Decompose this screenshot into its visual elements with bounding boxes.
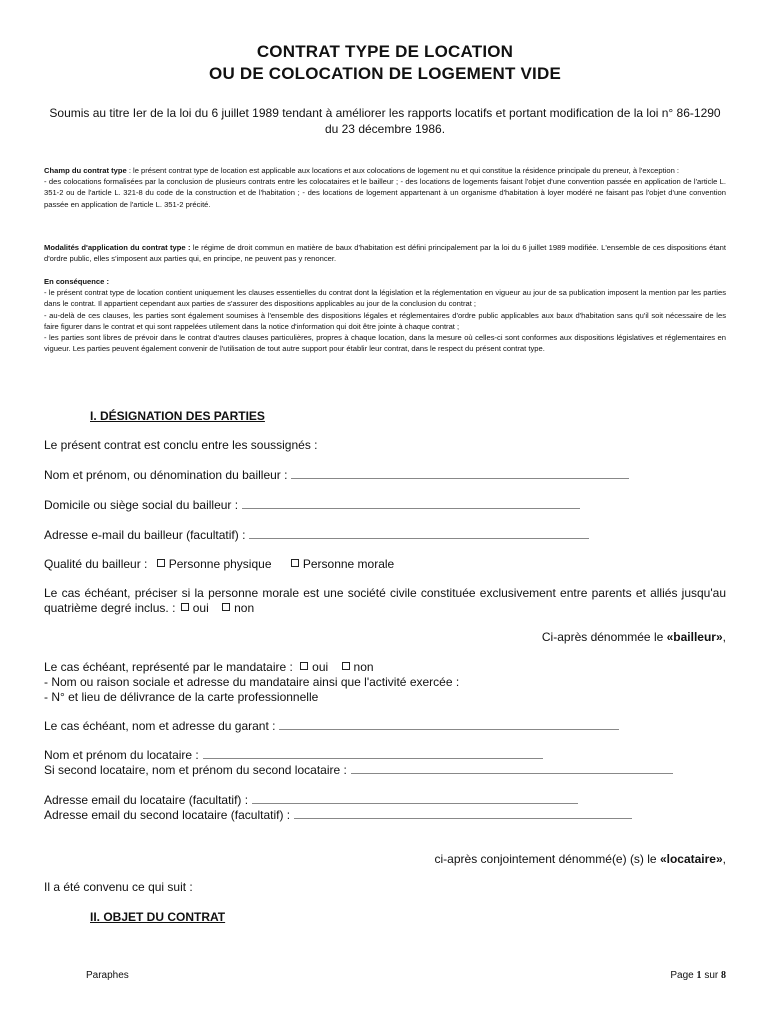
consequence-paragraph <box>44 276 726 354</box>
mandataire-row <box>44 660 374 675</box>
second-locataire-row <box>44 763 673 778</box>
domicile-bailleur-label: Domicile ou siège social du bailleur : <box>44 498 239 512</box>
checkbox-personne-physique[interactable] <box>157 559 165 567</box>
domicile-bailleur-row <box>44 498 580 513</box>
section-heading-objet: II. OBJET DU CONTRAT <box>90 910 226 924</box>
cas-sci-text: Le cas échéant, préciser si la personne morale est une société civile constituée exclusivement entre parents et alliés jusqu'au quatrième degré inclus. : <box>44 586 726 615</box>
consequence-item-3: - les parties sont libres de prévoir dans le contrat d'autres clauses particulières, propres à chaque location, dans la mesure où celles-ci sont conformes aux dispositions législatives et réglementaires en vigueur. Les parties peuvent également convenir de l'utilisation de tout autre support pour établir leur contrat, dans le respect du présent contrat type. <box>44 333 726 354</box>
checkbox-sci-non[interactable] <box>222 603 230 611</box>
checkbox-personne-morale[interactable] <box>291 559 299 567</box>
bailleur-prefix: Ci-après dénommée le <box>541 630 667 644</box>
email-bailleur-field[interactable] <box>249 529 589 539</box>
champ-exceptions: - des colocations formalisées par la conclusion de plusieurs contrats entre les colocataires et le bailleur ; - des locations de logements faisant l'objet d'une convention passée en application de l'article L. 351-2 ou de l'article L. 321-8 du code de la construction et de l'habitation ; - des locations de logement appartenant à un organisme d'habitation à loyer modéré ne faisant pas l'objet d'une convention passée en application de l'article L. 351-2 précité. <box>44 177 726 209</box>
mandataire-label: Le cas échéant, représenté par le mandataire : <box>44 660 293 674</box>
email-bailleur-label: Adresse e-mail du bailleur (facultatif) : <box>44 528 246 542</box>
second-locataire-field[interactable] <box>351 764 673 774</box>
champ-label: Champ du contrat type <box>44 166 127 175</box>
qualite-label: Qualité du bailleur : <box>44 557 148 571</box>
title-line-2: OU DE COLOCATION DE LOGEMENT VIDE <box>209 64 561 83</box>
footer-page-current: 1 <box>696 970 702 981</box>
footer-page-label: Page <box>670 970 694 981</box>
mandataire-nom-text: - Nom ou raison sociale et adresse du mandataire ainsi que l'activité exercée : <box>44 675 460 689</box>
nom-bailleur-row <box>44 468 629 483</box>
nom-bailleur-field[interactable] <box>291 469 629 479</box>
cas-sci-paragraph <box>44 586 726 616</box>
checkbox-sci-oui[interactable] <box>181 603 189 611</box>
email-second-field[interactable] <box>294 809 632 819</box>
conclu-text: Le présent contrat est conclu entre les soussignés : <box>44 438 318 452</box>
email-second-row <box>44 808 632 823</box>
email-locataire-field[interactable] <box>252 794 578 804</box>
locataire-designation <box>435 852 726 866</box>
convenu-text: Il a été convenu ce qui suit : <box>44 880 193 894</box>
qualite-bailleur-row <box>44 557 394 572</box>
domicile-bailleur-field[interactable] <box>242 499 580 509</box>
sci-oui-label: oui <box>192 601 209 615</box>
personne-morale-label: Personne morale <box>302 557 395 571</box>
garant-label: Le cas échéant, nom et adresse du garant : <box>44 719 276 733</box>
section-heading-designation: I. DÉSIGNATION DES PARTIES <box>90 409 265 423</box>
sci-non-label: non <box>234 601 255 615</box>
second-locataire-label: Si second locataire, nom et prénom du second locataire : <box>44 763 347 777</box>
mandataire-oui-label: oui <box>312 660 329 674</box>
email-second-label: Adresse email du second locataire (facultatif) : <box>44 808 291 822</box>
consequence-item-2: - au-delà de ces clauses, les parties sont également soumises à l'ensemble des dispositions légales et réglementaires d'ordre public applicables aux baux d'habitation sans qu'il soit nécessaire de les faire figurer dans le contrat et qui sont rappelées utilement dans la notice d'information qui doit être jointe à chaque contrat ; <box>44 310 726 331</box>
garant-row <box>44 719 619 734</box>
locataire-prefix: ci-après conjointement dénommé(e) (s) le <box>434 852 660 866</box>
champ-text: : le présent contrat type de location est applicable aux locations et aux colocations de logement nu et qui constitue la résidence principale du preneur, à l'exception : <box>126 166 680 175</box>
title-line-1: CONTRAT TYPE DE LOCATION <box>256 42 514 61</box>
locataire-bold: «locataire» <box>659 852 723 866</box>
consequence-item-1: - le présent contrat type de location contient uniquement les clauses essentielles du contrat dont la législation et la réglementation en vigueur au jour de sa publication imposent la mention par les parties dans le contrat. Il appartient cependant aux parties de s'assurer des dispositions applicables au jour de la conclusion du contrat ; <box>44 288 726 309</box>
modalites-text: le régime de droit commun en matière de baux d'habitation est défini principalement par la loi du 6 juillet 1989 modifiée. L'ensemble de ces dispositions étant d'ordre public, elles s'imposent aux parties qui, en principe, ne peuvent pas y renoncer. <box>44 243 726 264</box>
garant-field[interactable] <box>279 720 619 730</box>
bailleur-suffix: , <box>722 630 726 644</box>
modalites-label: Modalités d'application du contrat type : <box>44 243 191 252</box>
nom-locataire-field[interactable] <box>203 749 543 759</box>
footer-paraphes: Paraphes <box>86 970 129 981</box>
consequence-label: En conséquence : <box>44 277 109 286</box>
nom-bailleur-label: Nom et prénom, ou dénomination du bailleur : <box>44 468 288 482</box>
subtitle: Soumis au titre Ier de la loi du 6 juillet 1989 tendant à améliorer les rapports locatifs et portant modification de la loi n° 86-1290 du 23 décembre 1986. <box>49 106 721 136</box>
champ-paragraph <box>44 165 726 210</box>
checkbox-mandataire-oui[interactable] <box>300 662 308 670</box>
locataire-suffix: , <box>722 852 726 866</box>
footer-page-number <box>670 970 726 981</box>
nom-locataire-row <box>44 748 543 763</box>
email-locataire-label: Adresse email du locataire (facultatif) : <box>44 793 249 807</box>
mandataire-carte-text: - N° et lieu de délivrance de la carte professionnelle <box>44 690 319 704</box>
footer-page-total: 8 <box>721 970 726 981</box>
email-bailleur-row <box>44 528 589 543</box>
bailleur-bold: «bailleur» <box>666 630 723 644</box>
checkbox-mandataire-non[interactable] <box>342 662 350 670</box>
nom-locataire-label: Nom et prénom du locataire : <box>44 748 199 762</box>
modalites-paragraph <box>44 242 726 264</box>
personne-physique-label: Personne physique <box>168 557 272 571</box>
email-locataire-row <box>44 793 578 808</box>
footer-sur: sur <box>704 970 719 981</box>
mandataire-non-label: non <box>353 660 374 674</box>
bailleur-designation <box>542 630 726 644</box>
